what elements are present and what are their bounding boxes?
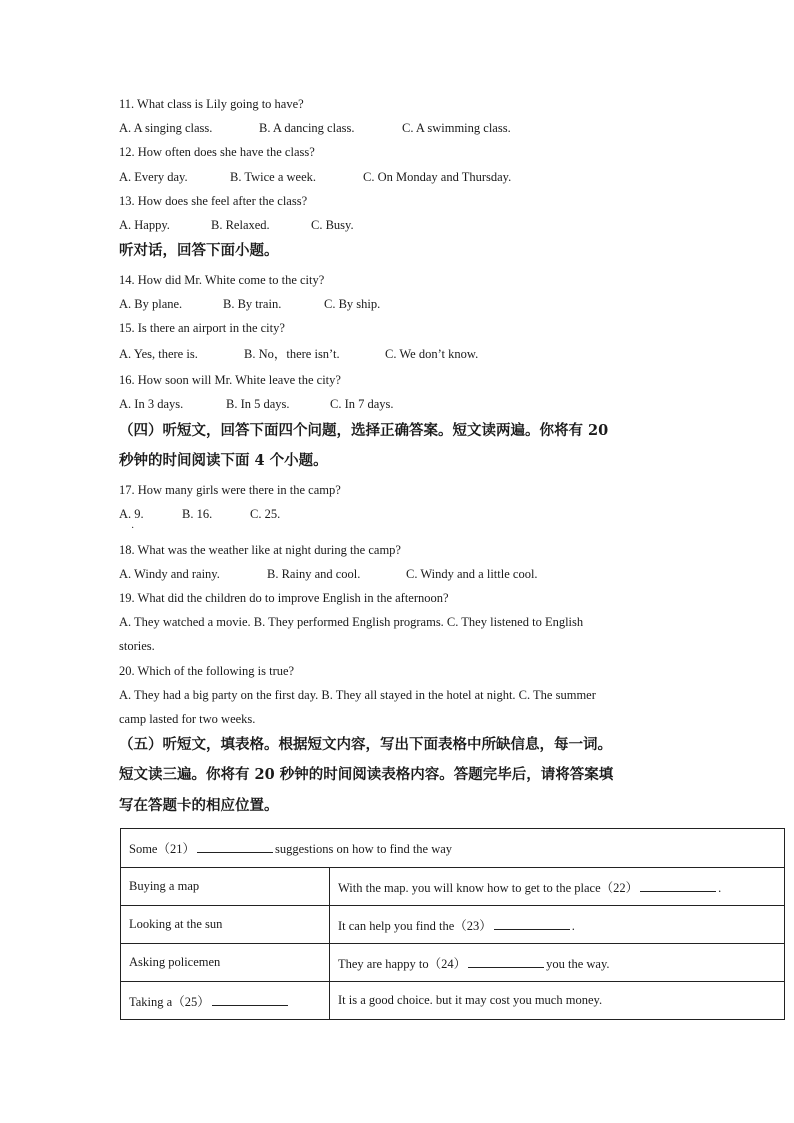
question-16-stem: 16. How soon will Mr. White leave the city? bbox=[119, 373, 341, 387]
option-a: A. Happy. bbox=[119, 218, 170, 232]
question-13-options bbox=[119, 217, 354, 233]
question-12-options bbox=[119, 169, 512, 185]
option-b: B. By train. bbox=[223, 297, 282, 311]
table-cell bbox=[330, 906, 785, 944]
table-header-cell bbox=[121, 829, 785, 868]
option-c: C. A swimming class. bbox=[402, 121, 511, 135]
answer-blank-22[interactable] bbox=[640, 879, 716, 892]
option-b: B. In 5 days. bbox=[226, 397, 290, 411]
option-a: A. Yes, there is. bbox=[119, 347, 198, 361]
question-17-options bbox=[119, 506, 281, 522]
option-a: A. Windy and rainy. bbox=[119, 567, 220, 581]
question-16-options bbox=[119, 396, 394, 412]
cell-text-pre: Taking a（25） bbox=[129, 994, 210, 1009]
section-4-heading-line1: （四）听短文，回答下面四个问题，选择正确答案。短文读两遍。你将有 20 bbox=[119, 422, 609, 439]
table-cell: Asking policemen bbox=[121, 944, 330, 982]
section-5-heading-line3: 写在答题卡的相应位置。 bbox=[119, 797, 279, 814]
option-a: A. A singing class. bbox=[119, 121, 213, 135]
fill-in-table bbox=[120, 828, 785, 1020]
answer-blank-23[interactable] bbox=[494, 917, 570, 930]
section-5-heading-line1: （五）听短文，填表格。根据短文内容，写出下面表格中所缺信息，每一词。 bbox=[119, 736, 612, 753]
header-text-post: suggestions on how to find the way bbox=[274, 842, 453, 856]
question-14-stem: 14. How did Mr. White come to the city? bbox=[119, 273, 325, 287]
table-cell bbox=[330, 944, 785, 982]
question-18-stem: 18. What was the weather like at night during the camp? bbox=[119, 543, 401, 557]
question-20-options-line1: A. They had a big party on the first day. B. They all stayed in the hotel at night. C. The summer bbox=[119, 688, 596, 702]
question-17-stem: 17. How many girls were there in the camp? bbox=[119, 483, 341, 497]
option-c: C. By ship. bbox=[324, 297, 381, 311]
table-cell: It is a good choice. but it may cost you much money. bbox=[330, 982, 785, 1020]
cell-text-pre: With the map. you will know how to get to the place（22） bbox=[338, 880, 639, 895]
table-row bbox=[121, 906, 785, 944]
question-18-options bbox=[119, 566, 538, 582]
option-c: C. On Monday and Thursday. bbox=[363, 170, 512, 184]
option-a: A. By plane. bbox=[119, 297, 183, 311]
table-row bbox=[121, 868, 785, 906]
option-b: B. No，there isn’t. bbox=[244, 347, 340, 361]
section-5-heading-line2: 短文读三遍。你将有 20 秒钟的时间阅读表格内容。答题完毕后，请将答案填 bbox=[119, 766, 614, 783]
question-19-stem: 19. What did the children do to improve English in the afternoon? bbox=[119, 591, 449, 605]
option-b: B. Relaxed. bbox=[211, 218, 270, 232]
option-a: A. 9. bbox=[119, 507, 144, 521]
option-b: B. A dancing class. bbox=[259, 121, 355, 135]
question-11-options bbox=[119, 120, 511, 136]
cell-text-pre: They are happy to（24） bbox=[338, 956, 467, 971]
question-12-stem: 12. How often does she have the class? bbox=[119, 145, 315, 159]
option-b: B. Twice a week. bbox=[230, 170, 317, 184]
cell-text-post: you the way. bbox=[546, 956, 610, 971]
table-cell bbox=[121, 982, 330, 1020]
question-20-options-line2: camp lasted for two weeks. bbox=[119, 712, 256, 726]
question-15-options bbox=[119, 346, 479, 362]
answer-blank-21[interactable] bbox=[197, 840, 273, 853]
option-c: C. We don’t know. bbox=[385, 347, 479, 361]
table-cell bbox=[330, 868, 785, 906]
table-row bbox=[121, 944, 785, 982]
option-a: A. Every day. bbox=[119, 170, 188, 184]
section-4-heading-line2: 秒钟的时间阅读下面 4 个小题。 bbox=[119, 452, 328, 469]
table-row bbox=[121, 829, 785, 868]
option-b: B. Rainy and cool. bbox=[267, 567, 361, 581]
question-19-options-line2: stories. bbox=[119, 639, 155, 653]
question-11-stem: 11. What class is Lily going to have? bbox=[119, 97, 304, 111]
question-15-stem: 15. Is there an airport in the city? bbox=[119, 321, 285, 335]
question-19-options-line1: A. They watched a movie. B. They performed English programs. C. They listened to English bbox=[119, 615, 584, 629]
stray-mark: · bbox=[131, 523, 135, 534]
table-cell: Looking at the sun bbox=[121, 906, 330, 944]
question-20-stem: 20. Which of the following is true? bbox=[119, 664, 295, 678]
option-b: B. 16. bbox=[182, 507, 213, 521]
answer-blank-25[interactable] bbox=[212, 993, 288, 1006]
table-cell: Buying a map bbox=[121, 868, 330, 906]
option-c: C. 25. bbox=[250, 507, 281, 521]
section-heading: 听对话，回答下面小题。 bbox=[119, 242, 279, 259]
option-a: A. In 3 days. bbox=[119, 397, 184, 411]
question-14-options bbox=[119, 296, 381, 312]
answer-blank-24[interactable] bbox=[468, 955, 544, 968]
cell-text-post: . bbox=[571, 918, 575, 933]
cell-text-pre: It can help you find the（23） bbox=[338, 918, 492, 933]
table-row bbox=[121, 982, 785, 1020]
header-text-pre: Some（21） bbox=[129, 842, 195, 856]
option-c: C. Windy and a little cool. bbox=[406, 567, 538, 581]
cell-text-post: . bbox=[718, 880, 722, 895]
option-c: C. Busy. bbox=[311, 218, 354, 232]
question-13-stem: 13. How does she feel after the class? bbox=[119, 194, 308, 208]
option-c: C. In 7 days. bbox=[330, 397, 394, 411]
